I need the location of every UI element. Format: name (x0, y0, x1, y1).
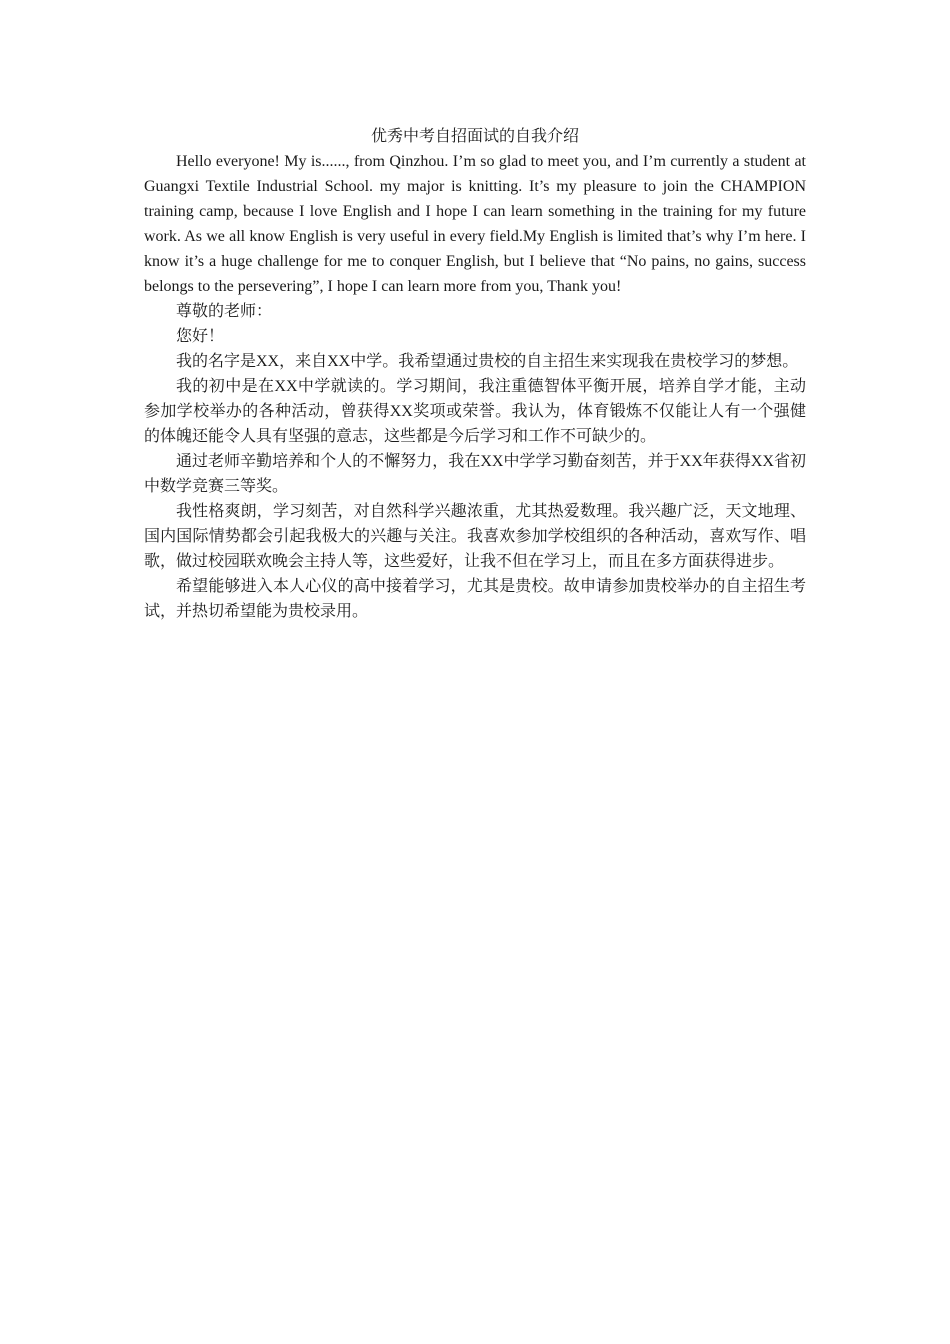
paragraph-greeting: 您好！ (176, 328, 225, 345)
document-page (144, 124, 806, 624)
paragraph-achievement: 通过老师辛勤培养和个人的不懈努力，我在XX中学学习勤奋刻苦，并于XX年获得XX省初中数学竞赛三等奖。 (144, 453, 806, 495)
paragraph-personality: 我性格爽朗，学习刻苦，对自然科学兴趣浓重，尤其热爱数理。我兴趣广泛，天文地理、国内国际情势都会引起我极大的兴趣与关注。我喜欢参加学校组织的各种活动，喜欢写作、唱歌，做过校园联欢晚会主持人等，这些爱好，让我不但在学习上，而且在多方面获得进步。 (144, 503, 806, 570)
paragraph-junior-high: 我的初中是在XX中学就读的。学习期间，我注重德智体平衡开展，培养自学才能，主动参加学校举办的各种活动，曾获得XX奖项或荣誉。我认为，体育锻炼不仅能让人有一个强健的体魄还能令人具有坚强的意志，这些都是今后学习和工作不可缺少的。 (144, 378, 806, 445)
paragraph-english-intro: Hello everyone! My is......, from Qinzhou. I’m so glad to meet you, and I’m currently a student at Guangxi Textile Industrial School. my major is knitting. It’s my pleasure to join the CHAMPION training camp, because I love English and I hope I can learn something in the training for my future work. As we all know English is very useful in every field.My English is limited that’s why I’m here. I know it’s a huge challenge for me to conquer English, but I believe that “No pains, no gains, success belongs to the persevering”, I hope I can learn more from you, Thank you! (144, 153, 806, 295)
paragraph-name-school: 我的名字是XX，来自XX中学。我希望通过贵校的自主招生来实现我在贵校学习的梦想。 (176, 353, 799, 370)
paragraph-closing: 希望能够进入本人心仪的高中接着学习，尤其是贵校。故申请参加贵校举办的自主招生考试，并热切希望能为贵校录用。 (144, 578, 806, 620)
document-title: 优秀中考自招面试的自我介绍 (370, 128, 579, 145)
paragraph-salutation: 尊敬的老师： (176, 303, 273, 320)
